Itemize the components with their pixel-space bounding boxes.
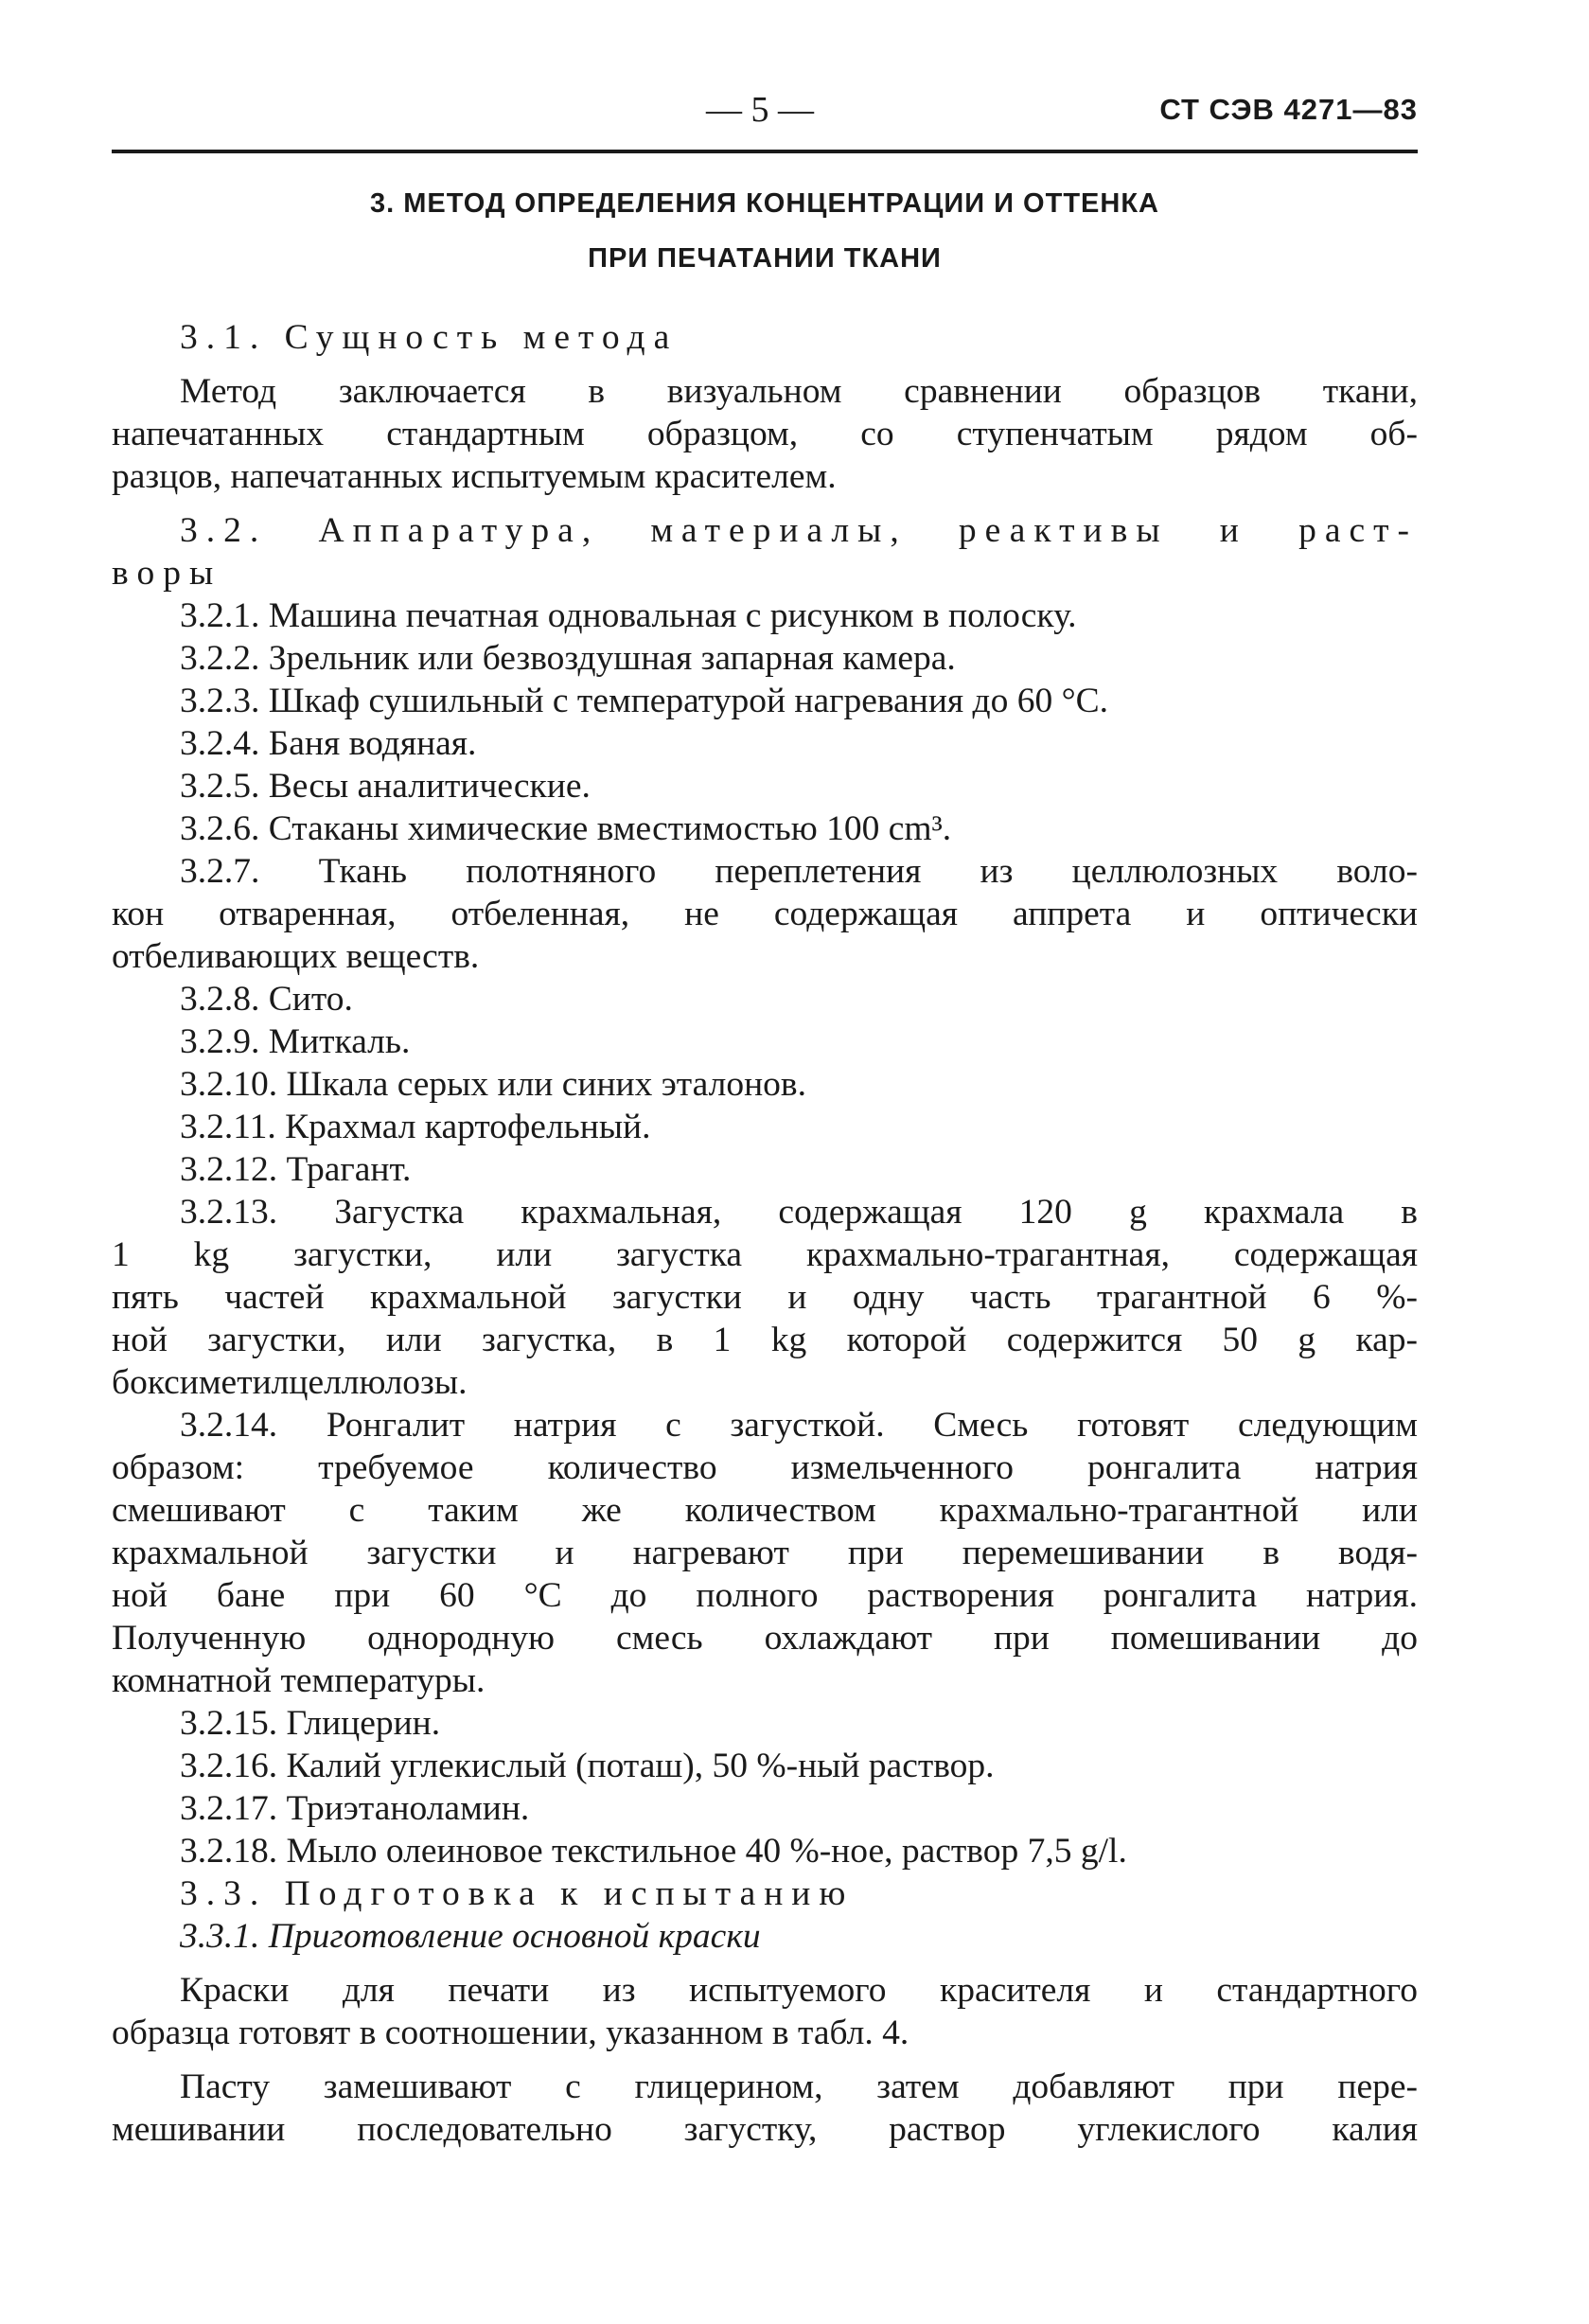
text-line: мешивании последовательно загустку, раствор углекислого калия bbox=[112, 2110, 1418, 2149]
text-line: Метод заключается в визуальном сравнении образцов ткани, bbox=[180, 372, 1418, 411]
text-line: 3.2.7. Ткань полотняного переплетения из целлюлозных воло- bbox=[180, 852, 1418, 891]
text-line: 3.3. Подготовка к испытанию bbox=[180, 1874, 855, 1913]
document-page bbox=[112, 83, 1418, 2151]
text-line: 3.1. Сущность метода bbox=[180, 318, 679, 357]
text-line: 3.2.12. Трагант. bbox=[180, 1150, 412, 1189]
text-line: ной загустки, или загустка, в 1 kg которой содержится 50 g кар- bbox=[112, 1321, 1418, 1359]
text-line: 3.2.1. Машина печатная одновальная с рисунком в полоску. bbox=[180, 596, 1077, 635]
header-rule bbox=[112, 150, 1418, 153]
document-code: СТ СЭВ 4271—83 bbox=[1159, 93, 1418, 126]
section-title-line: ПРИ ПЕЧАТАНИИ ТКАНИ bbox=[588, 243, 942, 274]
text-line: 3.2.3. Шкаф сушильный с температурой нагревания до 60 °С. bbox=[180, 682, 1108, 720]
section-title bbox=[112, 176, 1418, 286]
text-line: Полученную однородную смесь охлаждают при помешивании до bbox=[112, 1619, 1418, 1658]
text-line: Пасту замешивают с глицерином, затем добавляют при пере- bbox=[180, 2067, 1418, 2106]
text-line: 1 kg загустки, или загустка крахмально-трагантная, содержащая bbox=[112, 1235, 1418, 1274]
text-line: смешивают с таким же количеством крахмально-трагантной или bbox=[112, 1491, 1418, 1530]
text-line: образца готовят в соотношении, указанном в табл. 4. bbox=[112, 2014, 909, 2052]
text-line: отбеливающих веществ. bbox=[112, 937, 480, 976]
text-line: кон отваренная, отбеленная, не содержащая аппрета и оптически bbox=[112, 895, 1418, 933]
text-line: 3.2.11. Крахмал картофельный. bbox=[180, 1108, 651, 1146]
text-line: 3.2.16. Калий углекислый (поташ), 50 %-ный раствор. bbox=[180, 1747, 995, 1785]
text-line: 3.2.15. Глицерин. bbox=[180, 1704, 441, 1743]
text-line: 3.2.17. Триэтаноламин. bbox=[180, 1789, 530, 1828]
text-line: Краски для печати из испытуемого красителя и стандартного bbox=[180, 1971, 1418, 2010]
text-line: напечатанных стандартным образцом, со ступенчатым рядом об- bbox=[112, 415, 1418, 453]
section-title-line: 3. МЕТОД ОПРЕДЕЛЕНИЯ КОНЦЕНТРАЦИИ И ОТТЕНКА bbox=[370, 188, 1159, 219]
text-line: 3.2.5. Весы аналитические. bbox=[180, 767, 591, 806]
text-line: крахмальной загустки и нагревают при перемешивании в водя- bbox=[112, 1534, 1418, 1572]
text-line: воры bbox=[112, 554, 222, 593]
text-line: 3.2.9. Миткаль. bbox=[180, 1022, 411, 1061]
text-line: 3.2.2. Зрельник или безвоздушная запарная камера. bbox=[180, 639, 956, 678]
text-line: 3.2.8. Сито. bbox=[180, 980, 353, 1019]
page-number: — 5 — bbox=[706, 90, 814, 130]
body-text bbox=[112, 316, 1418, 2151]
text-line: комнатной температуры. bbox=[112, 1661, 486, 1700]
text-line: 3.3.1. Приготовление основной краски bbox=[180, 1917, 761, 1956]
text-line: ной бане при 60 °С до полного растворения ронгалита натрия. bbox=[112, 1576, 1418, 1615]
text-line: 3.2.10. Шкала серых или синих эталонов. bbox=[180, 1065, 806, 1104]
text-line: 3.2.4. Баня водяная. bbox=[180, 724, 477, 763]
text-line: боксиметилцеллюлозы. bbox=[112, 1363, 468, 1402]
text-line: разцов, напечатанных испытуемым красителем. bbox=[112, 457, 837, 496]
text-line: 3.2.14. Ронгалит натрия с загусткой. Смесь готовят следующим bbox=[180, 1406, 1418, 1445]
text-line: 3.2.13. Загустка крахмальная, содержащая 120 g крахмала в bbox=[180, 1193, 1418, 1232]
page-header bbox=[112, 83, 1418, 136]
text-line: 3.2.18. Мыло олеиновое текстильное 40 %-ное, раствор 7,5 g/l. bbox=[180, 1832, 1127, 1871]
text-line: 3.2. Аппаратура, материалы, реактивы и раст- bbox=[180, 511, 1418, 550]
text-line: образом: требуемое количество измельченного ронгалита натрия bbox=[112, 1448, 1418, 1487]
text-line: 3.2.6. Стаканы химические вместимостью 100 cm³. bbox=[180, 809, 952, 848]
text-line: пять частей крахмальной загустки и одну часть трагантной 6 %- bbox=[112, 1278, 1418, 1317]
